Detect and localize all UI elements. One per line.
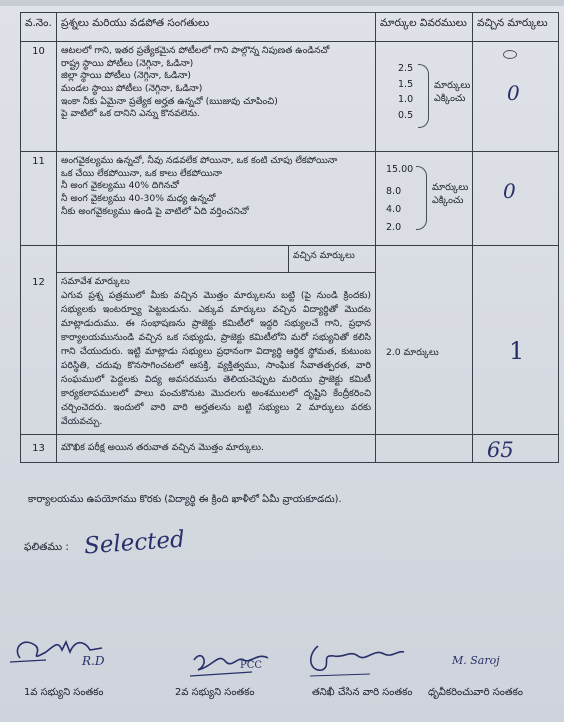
row-marks-detail (376, 273, 473, 435)
received-marks-label: వచ్చిన మార్కులు (288, 246, 375, 272)
row-marks-detail (376, 152, 473, 246)
table-header (21, 13, 559, 42)
table-row-11 (21, 152, 559, 246)
checkbox-mark (503, 50, 517, 59)
row-awarded (473, 152, 559, 246)
signature-1-text: R.D (82, 654, 105, 668)
question-line: ఇంకా నీకు ఏమైనా ప్రత్యేక అర్హత ఉన్నచో (ఋజువు చూపించి) (61, 95, 278, 107)
row-awarded (473, 273, 559, 435)
question-line: జిల్లా స్థాయి పోటీలు (నెగ్గినా, ఓడినా) (61, 70, 191, 82)
question-line: పై వాటిలో ఒక దానిని ఎన్ను కొనవలెను. (61, 108, 200, 120)
brace-note: మార్కులు ఎక్కించు (432, 182, 469, 206)
result-value: Selected (83, 526, 186, 560)
row-questions (57, 152, 376, 246)
awarded-mark: 0 (503, 179, 516, 203)
header-marks-awarded: వచ్చిన మార్కులు (473, 13, 559, 42)
question-line: ఒక చేయి లేకపోయినా, ఒక కాలు లేకపోయినా (61, 167, 223, 179)
total-mark: 65 (487, 438, 514, 462)
header-questions: ప్రశ్నలు మరియు వడపోత సంగతులు (57, 13, 376, 42)
signature-2 (188, 642, 284, 682)
question-line: రాష్ట్ర స్థాయి పోటీలు (నెగ్గినా, ఓడినా) (61, 57, 194, 69)
mark-value: 2.0 (386, 222, 402, 234)
question-line: నీ అంగ వైకల్యము 40% దిగినచో (61, 180, 179, 192)
row-title: సమావేశ మార్కులు (61, 276, 130, 287)
question-line: మండల స్థాయి పోటీలు (నెగ్గినా, ఓడినా) (61, 83, 203, 95)
mark-value: 1.5 (398, 78, 414, 90)
result-label: ఫలితము : (24, 541, 69, 553)
row-questions (57, 273, 376, 435)
office-use-note: కార్యాలయము ఉపయోగము కొరకు (విద్యార్థి ఈ క్రింది ఖాళీలో ఏమీ వ్రాయకూడదు). (28, 494, 342, 505)
header-sno: వ.నెం. (21, 13, 57, 42)
evaluation-table (20, 12, 559, 463)
mark-value: 15.00 (386, 164, 414, 175)
question-line: నీకు అంగవైకల్యము ఉండి పై వాటిలో ఏది వర్తించనిచో (61, 205, 249, 217)
row-paragraph: ఎగువ ప్రశ్న పత్రములో మీకు వచ్చిన మొత్తం మార్కులను బట్టి (పై నుండి క్రిందకు) సభ్యులకు ఇంటర్వ్యూ పెట్టబడును. ఎక్కువ మార్కులు వచ్చిన విద్యార్థితో మొదట మాట్లాడుదుము. ఈ సంభాషణను ప్రాజెక్టు కమిటీలో ఇద్దరి సభ్యులచే గాని, ప్రధాన కార్యాలయమునుండి వచ్చిన ఒక సభ్యుడు, ప్రాజెక్టు కమిటీలోని మరో సభ్యునితో కలిసి గాని చేయుదురు. ఇట్టి మాట్లాడు సభ్యులు ప్రధానంగా విద్యార్థి ఆర్థిక స్థోమత, కుటుంబ పరిస్థితి, చదువు కొనసాగించటలో ఆసక్తి, వ్యక్తిత్వము, సాంఘిక సేవాతత్పరత, వారి సంఘములో పెద్దలకు విద్య అవసరమును తెలియచెప్పుట మరియు ప్రాజెక్టు కమిటీ కార్యకలాపములలో పాలు పంచుకొనుట మొదలగు అంశములలో దృష్టిని కేంద్రీకరించి చర్చించెదరు. ఇందులో వారి వారి అర్హతలను బట్టి సభ్యులు 2 మార్కులు వరకు వేయవచ్చు. (61, 289, 371, 427)
row-marks-detail (376, 42, 473, 152)
question-line: అంగవైకల్యము ఉన్నచో, నీవు నడవలేక పోయినా, ఒక కంటి చూపు లేకపోయినా (61, 155, 338, 166)
table-row-13 (21, 435, 559, 463)
row-awarded (473, 42, 559, 152)
brace-note: మార్కులు ఎక్కించు (434, 80, 471, 104)
row-awarded (473, 435, 559, 463)
awarded-mark: 1 (509, 336, 525, 365)
brace (416, 166, 427, 230)
mark-value: 4.0 (386, 204, 402, 216)
top-edge (0, 0, 564, 6)
mark-value: 1.0 (398, 94, 414, 106)
row-sno: 11 (21, 152, 57, 246)
mark-value: 8.0 (386, 186, 402, 198)
received-marks-row (21, 246, 559, 273)
mark-value: 0.5 (398, 110, 414, 122)
signature-label-4: ధృవీకరించువారి సంతకం (428, 687, 523, 698)
signature-1 (6, 628, 116, 676)
row-sno: 12 (21, 273, 57, 435)
awarded-mark: 0 (507, 81, 520, 105)
signature-4-text: M. Saroj (452, 654, 500, 667)
mark-value: 2.5 (398, 63, 414, 74)
table-row-12 (21, 273, 559, 435)
signature-2-text: PCC (240, 660, 263, 671)
signature-3 (300, 636, 410, 684)
signature-label-2: 2వ సభ్యుని సంతకం (175, 687, 255, 698)
row-questions (57, 42, 376, 152)
signature-label-3: తనిఖీ చేసిన వారి సంతకం (312, 687, 413, 698)
row-sno: 10 (21, 42, 57, 152)
brace (418, 64, 429, 128)
mark-value: 2.0 మార్కులు (386, 346, 439, 358)
question-line: ఆటలలో గాని, ఇతర ప్రత్యేకమైన పోటీలలో గాని పాల్గొన్న నిపుణత ఉండినచో (61, 45, 330, 56)
question-line: నీ అంగ వైకల్యము 40-30% మధ్య ఉన్నచో (61, 193, 216, 205)
header-marks-detail: మార్కుల వివరములు (376, 13, 473, 42)
table-row-10 (21, 42, 559, 152)
row-questions: మౌఖిక పరీక్ష అయిన తరువాత వచ్చిన మొత్తం మార్కులు. (57, 435, 376, 463)
row-sno: 13 (21, 435, 57, 463)
signature-label-1: 1వ సభ్యుని సంతకం (24, 687, 104, 698)
